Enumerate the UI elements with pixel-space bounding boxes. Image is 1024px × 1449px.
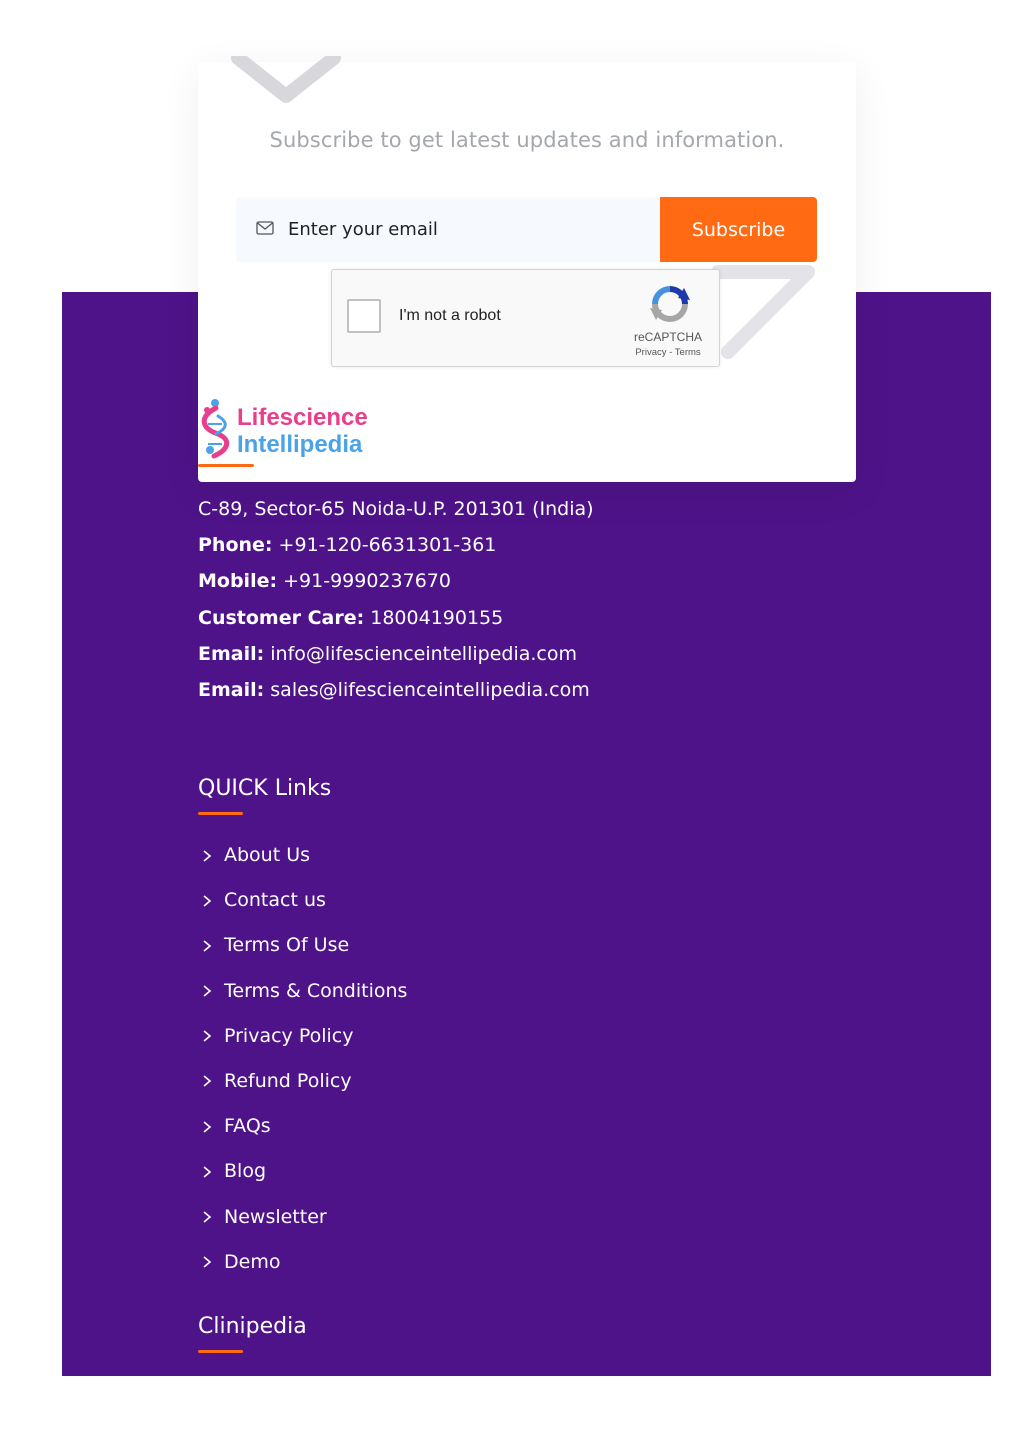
link-label: Demo: [224, 1250, 281, 1273]
recaptcha-separator: -: [666, 347, 675, 358]
link-terms-conditions[interactable]: [198, 974, 407, 1019]
link-label: Newsletter: [224, 1205, 327, 1228]
recaptcha-label: I'm not a robot: [399, 307, 501, 324]
mail-icon: [256, 221, 274, 235]
chevron-right-icon: [202, 984, 212, 998]
address: C-89, Sector-65 Noida-U.P. 201301 (India): [198, 498, 594, 520]
link-label: Terms Of Use: [224, 934, 350, 957]
chevron-right-icon: [202, 849, 212, 863]
link-blog[interactable]: [198, 1154, 407, 1199]
chevron-right-icon: [202, 1255, 212, 1269]
clinipedia-underline: [198, 1350, 243, 1353]
contact-info: [198, 494, 594, 711]
recaptcha-privacy-link[interactable]: Privacy: [635, 347, 667, 358]
chevron-right-icon: [202, 1120, 212, 1134]
recaptcha-links: [612, 347, 724, 358]
email-info-row: [198, 639, 594, 675]
link-label: FAQs: [224, 1115, 271, 1138]
phone-value[interactable]: +91-120-6631301-361: [272, 534, 497, 557]
recaptcha-checkbox[interactable]: [347, 299, 381, 333]
mobile-row: [198, 566, 594, 602]
link-terms-of-use[interactable]: [198, 928, 407, 973]
customer-care-row: [198, 603, 594, 639]
logo-underline: [198, 464, 254, 467]
link-demo[interactable]: [198, 1245, 407, 1290]
logo-text-line2: Intellipedia: [237, 431, 363, 458]
chevron-right-icon: [202, 939, 212, 953]
link-label: Refund Policy: [224, 1069, 352, 1092]
link-contact-us[interactable]: [198, 883, 407, 928]
recaptcha-brand: reCAPTCHA: [633, 330, 702, 344]
email-info-value[interactable]: info@lifescienceintellipedia.com: [264, 642, 577, 665]
phone-row: [198, 530, 594, 566]
email-sales-row: [198, 675, 594, 711]
clinipedia-title: Clinipedia: [198, 1314, 307, 1339]
mobile-label: Mobile:: [198, 570, 278, 593]
link-label: Terms & Conditions: [224, 979, 408, 1002]
email-info-label: Email:: [198, 642, 265, 665]
link-label: About Us: [224, 844, 311, 866]
chevron-right-icon: [202, 1074, 212, 1088]
customer-care-label: Customer Care:: [198, 606, 365, 629]
subscribe-tagline: Subscribe to get latest updates and information.: [269, 128, 785, 152]
chevron-right-icon: [202, 1210, 212, 1224]
link-faqs[interactable]: [198, 1109, 407, 1154]
recaptcha-terms-link[interactable]: Terms: [674, 347, 701, 358]
link-label: Blog: [224, 1160, 266, 1183]
chevron-right-icon: [202, 1029, 212, 1043]
quick-links-title: QUICK Links: [198, 776, 332, 801]
chevron-right-icon: [202, 894, 212, 908]
site-logo[interactable]: [198, 398, 398, 468]
email-sales-label: Email:: [198, 678, 265, 701]
link-about-us[interactable]: [198, 838, 407, 883]
mobile-value[interactable]: +91-9990237670: [277, 570, 451, 593]
chevron-right-icon: [202, 1165, 212, 1179]
email-input[interactable]: [288, 197, 648, 262]
link-label: Contact us: [224, 889, 326, 912]
link-newsletter[interactable]: [198, 1200, 407, 1245]
email-field-wrapper: [236, 197, 660, 262]
dna-logo-icon: [198, 398, 238, 460]
chevron-decoration: [226, 56, 346, 116]
subscribe-button[interactable]: Subscribe: [660, 197, 817, 262]
link-privacy-policy[interactable]: [198, 1019, 407, 1064]
quick-links-underline: [198, 812, 243, 815]
recaptcha-icon: [648, 282, 692, 326]
link-refund-policy[interactable]: [198, 1064, 407, 1109]
link-label: Privacy Policy: [224, 1024, 354, 1047]
email-sales-value[interactable]: sales@lifescienceintellipedia.com: [264, 678, 590, 701]
phone-label: Phone:: [198, 534, 273, 557]
recaptcha-widget: [331, 269, 720, 367]
logo-text-line1: Lifescience: [237, 404, 368, 431]
quick-links-list: [198, 838, 407, 1290]
customer-care-value[interactable]: 18004190155: [364, 606, 504, 629]
